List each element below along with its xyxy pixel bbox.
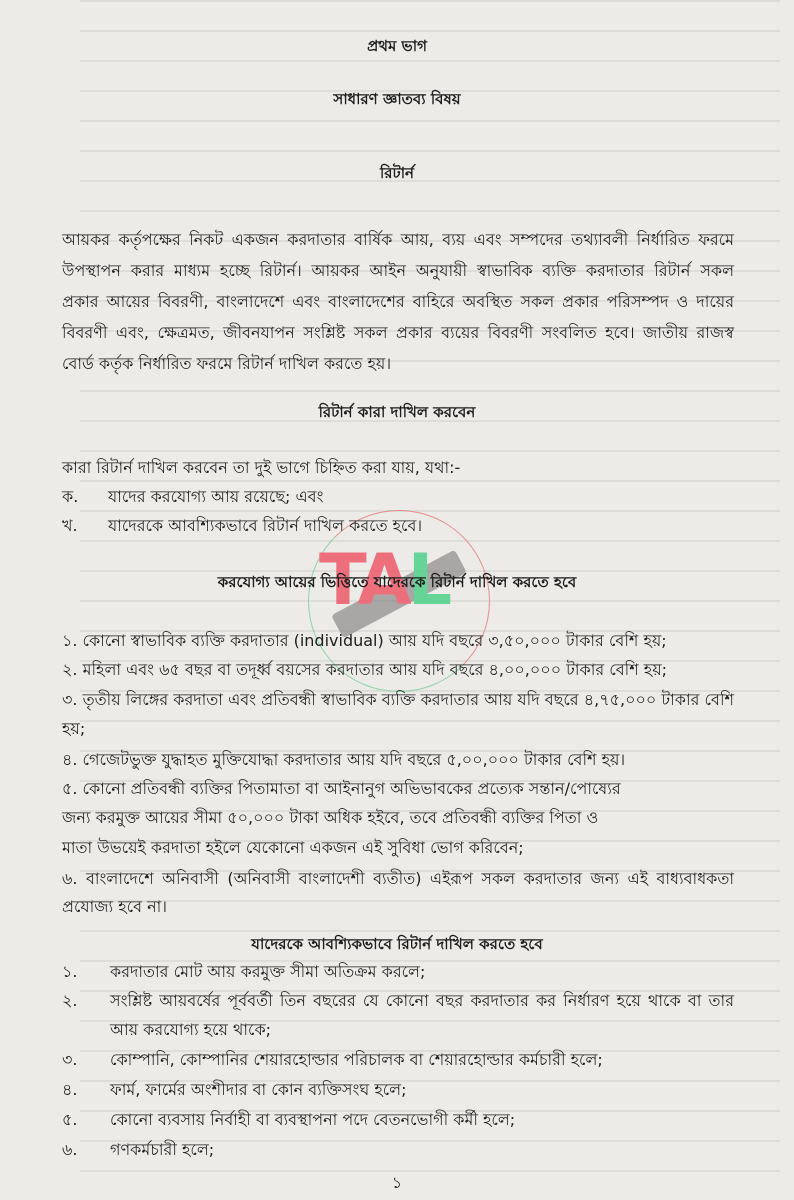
page-number: ১: [391, 1173, 403, 1192]
mandatory-marker: ৩.: [62, 1050, 78, 1069]
mandatory-text: ফার্ম, ফার্মের অংশীদার বা কোন ব্যক্তিসংঘ হলে;: [110, 1080, 407, 1099]
mandatory-marker: ৪.: [62, 1080, 78, 1099]
mandatory-marker: ৫.: [62, 1110, 78, 1129]
mandatory-text: কোনো ব্যবসায় নির্বাহী বা ব্যবস্থাপনা পদে বেতনভোগী কর্মী হলে;: [110, 1110, 516, 1129]
mandatory-text: সংশ্লিষ্ট আয়বর্ষের পূর্ববর্তী তিন বছরের যে কোনো বছর করদাতার কর নির্ধারণ হয়ে থাকে বা তার: [110, 991, 734, 1010]
mandatory-text: কোম্পানি, কোম্পানির শেয়ারহোল্ডার পরিচালক বা শেয়ারহোল্ডার কর্মচারী হলে;: [110, 1050, 603, 1069]
mandatory-marker: ২.: [62, 991, 78, 1010]
return-title: রিটার্ন: [379, 164, 415, 182]
general-title: সাধারণ জ্ঞাতব্য বিষয়: [333, 90, 461, 108]
taxable-line: ৩. তৃতীয় লিঙ্গের করদাতা এবং প্রতিবন্ধী স্বাভাবিক ব্যক্তি করদাতার আয় যদি বছরে ৪,৭৫,০০০ টাকার বেশি: [62, 690, 734, 709]
who-item-marker: ক.: [62, 487, 79, 506]
mandatory-title: যাদেরকে আবশ্যিকভাবে রিটার্ন দাখিল করতে হবে: [251, 935, 543, 953]
who-intro: কারা রিটার্ন দাখিল করবেন তা দুই ভাগে চিহ্নিত করা যায়, যথা:-: [62, 458, 461, 477]
taxable-line: ৬. বাংলাদেশে অনিবাসী (অনিবাসী বাংলাদেশী ব্যতীত) এইরূপ সকল করদাতার জন্য এই বাধ্যবাধকতা: [62, 869, 734, 888]
taxable-title: করযোগ্য আয়ের ভিত্তিতে যাদেরকে রিটার্ন দাখিল করতে হবে: [217, 573, 577, 591]
intro-line: উপস্থাপন করার মাধ্যম হচ্ছে রিটার্ন। আয়কর আইন অনুযায়ী স্বাভাবিক ব্যক্তি করদাতার রিটার্ন সকল: [62, 261, 734, 280]
who-item-text: যাদেরকে আবশ্যিকভাবে রিটার্ন দাখিল করতে হবে।: [108, 516, 423, 535]
mandatory-marker: ৬.: [62, 1140, 78, 1159]
taxable-line: ২. মহিলা এবং ৬৫ বছর বা তদূর্ধ্ব বয়সের করদাতার আয় যদি বছরে ৪,০০,০০০ টাকার বেশি হয়;: [62, 660, 668, 679]
taxable-line: হয়;: [62, 719, 86, 738]
part-title: প্রথম ভাগ: [367, 37, 427, 55]
intro-line: আয়কর কর্তৃপক্ষের নিকট একজন করদাতার বার্ষিক আয়, ব্যয় এবং সম্পদের তথ্যাবলী নির্ধারিত ফরমে: [62, 230, 734, 249]
taxable-line: প্রযোজ্য হবে না।: [62, 897, 168, 916]
taxable-line: ১. কোনো স্বাভাবিক ব্যক্তি করদাতার (individual) আয় যদি বছরে ৩,৫০,০০০ টাকার বেশি হয়;: [62, 631, 667, 650]
who-title: রিটার্ন কারা দাখিল করবেন: [318, 403, 476, 421]
mandatory-text: গণকর্মচারী হলে;: [110, 1140, 215, 1159]
intro-line: প্রকার আয়ের বিবরণী, বাংলাদেশে এবং বাংলাদেশের বাহিরে অবস্থিত সকল প্রকার পরিসম্পদ ও দায়ের: [62, 292, 734, 311]
taxable-line: ৪. গেজেটভুক্ত যুদ্ধাহত মুক্তিযোদ্ধা করদাতার আয় যদি বছরে ৫,০০,০০০ টাকার বেশি হয়।: [62, 750, 626, 769]
who-item-marker: খ.: [62, 516, 78, 535]
taxable-line: ৫. কোনো প্রতিবন্ধী ব্যক্তির পিতামাতা বা আইনানুগ অভিভাবকের প্রত্যেক সন্তান/পোষ্যের: [62, 779, 621, 798]
taxable-line: মাতা উভয়েই করদাতা হইলে যেকোনো একজন এই সুবিধা ভোগ করিবেন;: [62, 838, 524, 857]
intro-line: বোর্ড কর্তৃক নির্ধারিত ফরমে রিটার্ন দাখিল করতে হয়।: [62, 354, 392, 373]
mandatory-marker: ১.: [62, 962, 78, 981]
watermark-letters: TAL: [319, 539, 449, 621]
who-item-text: যাদের করযোগ্য আয় রয়েছে; এবং: [108, 487, 324, 506]
intro-line: বিবরণী এবং, ক্ষেত্রমত, জীবনযাপন সংশ্লিষ্ট সকল প্রকার ব্যয়ের বিবরণী সংবলিত হবে। জাতীয় রাজস্ব: [62, 323, 734, 342]
mandatory-text: করদাতার মোট আয় করমুক্ত সীমা অতিক্রম করলে;: [110, 962, 426, 981]
mandatory-text: আয় করযোগ্য হয়ে থাকে;: [110, 1020, 272, 1039]
taxable-line: জন্য করমুক্ত আয়ের সীমা ৫০,০০০ টাকা অধিক হইবে, তবে প্রতিবন্ধী ব্যক্তির পিতা ও: [62, 808, 599, 827]
